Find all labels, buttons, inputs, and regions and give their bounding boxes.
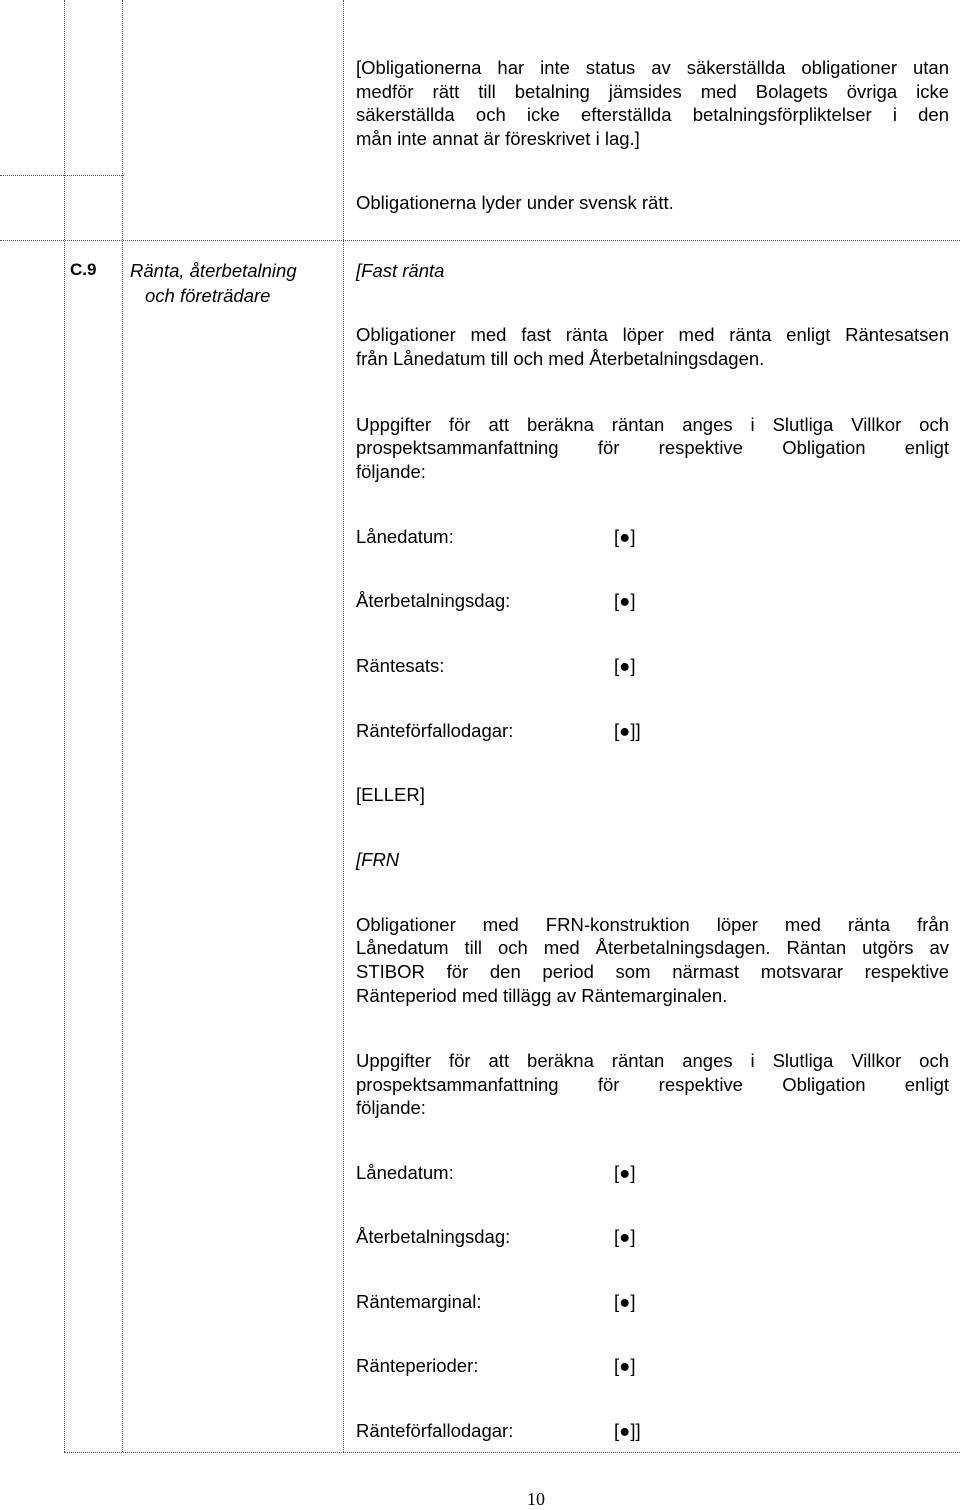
table-divider-title (343, 0, 344, 1452)
governing-law-text: Obligationerna lyder under svensk rätt. (356, 192, 674, 213)
term-value: [●]] (614, 1420, 641, 1441)
frn-intro-line: Obligationer med FRN-konstruktion löper med ränta från (356, 914, 949, 935)
term-value: [●] (614, 1355, 636, 1376)
term-label: Räntemarginal: (356, 1291, 482, 1312)
term-label: Lånedatum: (356, 526, 454, 547)
term-value: [●] (614, 1162, 636, 1183)
term-value: [●]] (614, 720, 641, 741)
frn-intro-line: STIBOR för den period som närmast motsvarar respektive (356, 961, 949, 982)
term-label: Lånedatum: (356, 1162, 454, 1183)
section-code: C.9 (70, 260, 97, 279)
term-label: Återbetalningsdag: (356, 1226, 511, 1247)
term-value: [●] (614, 1226, 636, 1247)
term-label: Räntesats: (356, 655, 445, 676)
table-border-left (64, 0, 65, 1452)
row-divider-top (0, 175, 124, 176)
bracket-paragraph-line: [Obligationerna har inte status av säkerställda obligationer utan (356, 57, 949, 78)
bracket-paragraph-line: medför rätt till betalning jämsides med Bolagets övriga icke (356, 81, 949, 102)
table-border-bottom (64, 1452, 960, 1453)
frn-intro-line: Lånedatum till och med Återbetalningsdagen. Räntan utgörs av (356, 937, 949, 958)
term-label: Återbetalningsdag: (356, 590, 511, 611)
or-separator: [ELLER] (356, 784, 425, 805)
frn-info-line: prospektsammanfattning för respektive Obligation enligt (356, 1074, 949, 1095)
fixed-info-line: Uppgifter för att beräkna räntan anges i Slutliga Villkor och (356, 414, 949, 435)
frn-info-line: följande: (356, 1097, 426, 1118)
section-title: och företrädare (145, 285, 271, 306)
term-label: Ränteperioder: (356, 1355, 479, 1376)
fixed-rate-heading: [Fast ränta (356, 260, 445, 281)
bracket-paragraph-line: säkerställda och icke efterställda betalningsförpliktelser i den (356, 104, 949, 125)
section-title: Ränta, återbetalning (130, 260, 297, 281)
fixed-info-line: prospektsammanfattning för respektive Obligation enligt (356, 437, 949, 458)
row-divider-c9 (0, 240, 960, 241)
term-value: [●] (614, 526, 636, 547)
term-value: [●] (614, 655, 636, 676)
frn-heading: [FRN (356, 849, 400, 870)
term-value: [●] (614, 1291, 636, 1312)
term-label: Ränteförfallodagar: (356, 1420, 514, 1441)
table-divider-code (122, 0, 123, 1452)
frn-intro-line: Ränteperiod med tillägg av Räntemarginalen. (356, 985, 728, 1006)
term-label: Ränteförfallodagar: (356, 720, 514, 741)
bracket-paragraph-line: mån inte annat är föreskrivet i lag.] (356, 128, 640, 149)
fixed-info-line: följande: (356, 461, 426, 482)
frn-info-line: Uppgifter för att beräkna räntan anges i Slutliga Villkor och (356, 1050, 949, 1071)
page-number: 10 (527, 1489, 545, 1509)
fixed-intro-line: från Lånedatum till och med Återbetalningsdagen. (356, 348, 765, 369)
term-value: [●] (614, 590, 636, 611)
fixed-intro-line: Obligationer med fast ränta löper med ränta enligt Räntesatsen (356, 324, 949, 345)
